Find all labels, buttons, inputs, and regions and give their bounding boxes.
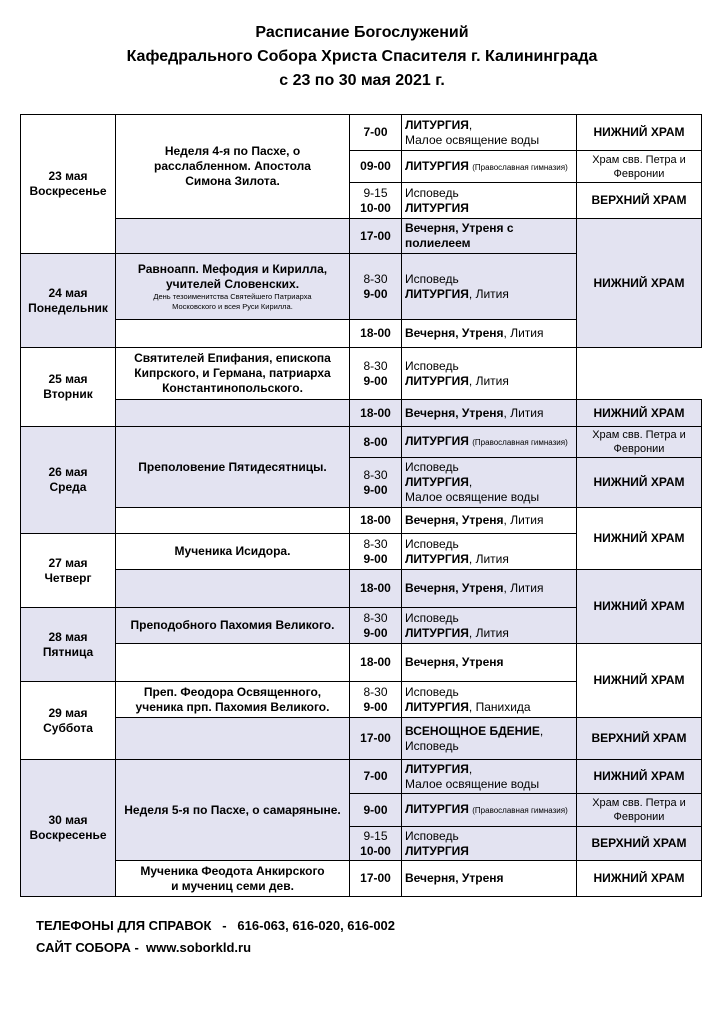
service-time-cell xyxy=(350,183,402,219)
day-weekday: Воскресенье xyxy=(29,828,107,842)
schedule-table xyxy=(20,114,702,897)
service-cell xyxy=(402,254,577,320)
service-sep: , xyxy=(468,475,473,489)
church-cell: НИЖНИЙ ХРАМ xyxy=(577,570,702,644)
feast-cell: Неделя 5-я по Пасхе, о самаряныне. xyxy=(116,760,350,861)
liturgy-time: 9-00 xyxy=(363,373,388,388)
day-cell xyxy=(21,608,116,682)
service-name: Вечерня, Утреня xyxy=(405,871,504,885)
feast-cell-empty xyxy=(116,400,350,427)
date-range: с 23 по 30 мая 2021 г. xyxy=(279,72,445,89)
service-cell xyxy=(402,827,577,861)
service-time-cell xyxy=(350,348,402,400)
table-row xyxy=(21,400,702,427)
table-row xyxy=(21,644,702,682)
service-time: 18-00 xyxy=(350,644,402,682)
day-weekday: Среда xyxy=(49,480,87,494)
church-cell: НИЖНИЙ ХРАМ xyxy=(577,861,702,897)
service-extra: Малое освящение воды xyxy=(405,490,540,504)
service-sep: , xyxy=(468,761,473,776)
service-cell xyxy=(402,534,577,570)
service-time: 9-00 xyxy=(350,794,402,827)
church-cell: Храм свв. Петра и Февронии xyxy=(577,151,702,183)
service-name: ЛИТУРГИЯ xyxy=(405,699,469,714)
service-time: 7-00 xyxy=(350,760,402,794)
confession-label: Исповедь xyxy=(405,271,459,286)
liturgy-time: 9-00 xyxy=(363,699,388,714)
liturgy-time: 10-00 xyxy=(360,843,391,858)
service-name: Вечерня, Утреня xyxy=(405,581,504,595)
day-cell xyxy=(21,348,116,427)
day-cell xyxy=(21,682,116,760)
day-date: 26 мая xyxy=(48,465,88,479)
service-time: 17-00 xyxy=(350,718,402,760)
confession-time: 9-15 xyxy=(363,828,388,843)
day-weekday: Суббота xyxy=(43,720,93,735)
feast-cell-empty xyxy=(116,219,350,254)
service-name: Вечерня, Утреня xyxy=(405,405,504,420)
service-cell xyxy=(402,760,577,794)
feast-cell: Преподобного Пахомия Великого. xyxy=(116,608,350,644)
service-time: 18-00 xyxy=(350,400,402,427)
confession-time: 8-30 xyxy=(363,358,388,373)
service-cell xyxy=(402,644,577,682)
confession-time: 8-30 xyxy=(363,536,388,551)
church-cell: ВЕРХНИЙ ХРАМ xyxy=(577,827,702,861)
day-weekday: Четверг xyxy=(44,570,92,585)
service-time-cell xyxy=(350,534,402,570)
service-cell xyxy=(402,320,577,348)
website-line[interactable]: САЙТ СОБОРА - www.soborkld.ru xyxy=(36,940,252,955)
service-name: ЛИТУРГИЯ xyxy=(405,475,469,489)
service-extra: , Лития xyxy=(503,513,544,527)
service-time: 7-00 xyxy=(350,115,402,151)
service-time-cell xyxy=(350,682,402,718)
service-name: ЛИТУРГИЯ xyxy=(405,158,469,173)
service-note: (Православная гимназия) xyxy=(472,438,568,447)
service-cell xyxy=(402,682,577,718)
service-name: Вечерня, Утреня xyxy=(405,513,504,527)
feast-cell-empty xyxy=(116,644,350,682)
service-time: 09-00 xyxy=(350,151,402,183)
feast-cell-empty xyxy=(116,718,350,760)
day-weekday: Воскресенье xyxy=(29,184,107,198)
church-cell: НИЖНИЙ ХРАМ xyxy=(577,115,702,151)
confession-time: 8-30 xyxy=(363,610,388,625)
feast-note: День тезоименитства Святейшего Патриарха Московского и всея Руси Кирилла. xyxy=(153,291,312,311)
service-extra: , Лития xyxy=(468,286,509,301)
service-name: ЛИТУРГИЯ xyxy=(405,761,469,776)
service-time: 17-00 xyxy=(350,219,402,254)
day-cell xyxy=(21,427,116,534)
church-cell: Храм свв. Петра и Февронии xyxy=(577,427,702,458)
feast-cell: Неделя 4-я по Пасхе, о расслабленном. Апостола Симона Зилота. xyxy=(116,115,350,219)
service-cell xyxy=(402,183,577,219)
service-name: ЛИТУРГИЯ xyxy=(405,551,469,566)
service-extra: , Лития xyxy=(503,326,544,340)
service-time-cell xyxy=(350,608,402,644)
feast-cell-empty xyxy=(116,570,350,608)
schedule-title: Расписание Богослужений xyxy=(255,24,469,41)
day-weekday: Понедельник xyxy=(28,300,108,315)
service-extra: Исповедь xyxy=(405,738,459,753)
service-time-cell xyxy=(350,254,402,320)
day-weekday: Вторник xyxy=(43,387,93,401)
service-cell xyxy=(402,570,577,608)
service-cell xyxy=(402,400,577,427)
service-extra: , Лития xyxy=(468,551,509,566)
service-name: ЛИТУРГИЯ xyxy=(405,434,469,448)
table-row xyxy=(21,427,702,458)
confession-label: Исповедь xyxy=(405,460,459,474)
service-time: 18-00 xyxy=(350,320,402,348)
church-cell: НИЖНИЙ ХРАМ xyxy=(577,400,702,427)
table-row xyxy=(21,508,702,534)
church-cell: НИЖНИЙ ХРАМ xyxy=(577,508,702,570)
confession-label: Исповедь xyxy=(405,358,459,373)
feast-cell: Мученика Феодота Анкирского и мучениц семи дев. xyxy=(116,861,350,897)
service-time: 17-00 xyxy=(350,861,402,897)
cathedral-name: Кафедрального Собора Христа Спасителя г. Калининграда xyxy=(126,48,598,65)
table-row xyxy=(21,760,702,794)
service-cell xyxy=(402,508,577,534)
confession-label: Исповедь xyxy=(405,185,459,200)
table-row xyxy=(21,718,702,760)
confession-label: Исповедь xyxy=(405,536,459,551)
confession-time: 8-30 xyxy=(363,467,388,482)
church-cell: НИЖНИЙ ХРАМ xyxy=(577,219,702,348)
church-cell: ВЕРХНИЙ ХРАМ xyxy=(577,718,702,760)
church-cell: НИЖНИЙ ХРАМ xyxy=(577,760,702,794)
service-time-cell xyxy=(350,458,402,508)
table-row xyxy=(21,861,702,897)
liturgy-time: 9-00 xyxy=(363,482,388,497)
service-note: (Православная гимназия) xyxy=(472,806,568,815)
church-cell: НИЖНИЙ ХРАМ xyxy=(577,644,702,718)
church-cell: ВЕРХНИЙ ХРАМ xyxy=(577,183,702,219)
service-name: ЛИТУРГИЯ xyxy=(405,625,469,640)
feast-name: Равноапп. Мефодия и Кирилла, учителей Словенских. xyxy=(137,261,328,291)
service-sep: , xyxy=(468,117,473,132)
day-cell xyxy=(21,534,116,608)
service-name: ЛИТУРГИЯ xyxy=(405,802,469,816)
feast-cell: Святителей Епифания, епископа Кипрского, и Германа, патриарха Константинопольского. xyxy=(116,348,350,400)
service-time-cell xyxy=(350,827,402,861)
service-sep: , xyxy=(539,723,544,738)
liturgy-time: 9-00 xyxy=(363,625,388,640)
service-name: ЛИТУРГИЯ xyxy=(405,373,469,388)
day-date: 23 мая xyxy=(48,169,88,183)
service-cell xyxy=(402,458,577,508)
confession-label: Исповедь xyxy=(405,684,459,699)
service-extra: , Лития xyxy=(503,405,544,420)
service-extra: Малое освящение воды xyxy=(405,132,540,147)
table-row xyxy=(21,348,702,400)
service-cell xyxy=(402,348,577,400)
service-name: ЛИТУРГИЯ xyxy=(405,286,469,301)
service-extra: , Лития xyxy=(503,581,544,595)
table-row xyxy=(21,219,702,254)
confession-time: 8-30 xyxy=(363,684,388,699)
service-name: ЛИТУРГИЯ xyxy=(405,200,469,215)
confession-time: 8-30 xyxy=(363,271,388,286)
service-cell xyxy=(402,608,577,644)
service-name: ВСЕНОЩНОЕ БДЕНИЕ xyxy=(405,723,540,738)
day-cell xyxy=(21,115,116,254)
feast-cell: Мученика Исидора. xyxy=(116,534,350,570)
table-row xyxy=(21,570,702,608)
day-date: 27 мая xyxy=(48,555,88,570)
service-extra: Малое освящение воды xyxy=(405,776,540,791)
day-cell xyxy=(21,760,116,897)
day-date: 28 мая xyxy=(48,629,88,644)
service-time: 18-00 xyxy=(350,570,402,608)
church-cell: Храм свв. Петра и Февронии xyxy=(577,794,702,827)
service-name: Вечерня, Утреня xyxy=(405,326,504,340)
service-cell xyxy=(402,219,577,254)
day-date: 29 мая xyxy=(48,705,88,720)
feast-cell-empty xyxy=(116,320,350,348)
service-note: (Православная гимназия) xyxy=(472,162,568,172)
feast-cell xyxy=(116,254,350,320)
phones-line: ТЕЛЕФОНЫ ДЛЯ СПРАВОК - 616-063, 616-020, 616-002 xyxy=(36,918,396,933)
day-cell xyxy=(21,254,116,348)
confession-time: 9-15 xyxy=(363,185,388,200)
day-date: 25 мая xyxy=(48,372,88,386)
service-extra: , Лития xyxy=(468,625,509,640)
feast-cell-empty xyxy=(116,508,350,534)
liturgy-time: 10-00 xyxy=(360,200,391,215)
confession-label: Исповедь xyxy=(405,828,459,843)
service-name: ЛИТУРГИЯ xyxy=(405,843,469,858)
feast-cell: Преполовение Пятидесятницы. xyxy=(116,427,350,508)
service-extra: , Лития xyxy=(468,373,509,388)
service-cell xyxy=(402,861,577,897)
service-time: 18-00 xyxy=(350,508,402,534)
service-cell xyxy=(402,115,577,151)
service-cell xyxy=(402,718,577,760)
liturgy-time: 9-00 xyxy=(363,286,388,301)
service-cell xyxy=(402,427,577,458)
day-date: 30 мая xyxy=(48,813,88,827)
day-date: 24 мая xyxy=(48,285,88,300)
service-name: Вечерня, Утреня с полиелеем xyxy=(405,221,514,250)
church-cell: НИЖНИЙ ХРАМ xyxy=(577,458,702,508)
feast-cell: Преп. Феодора Освященного, ученика прп. Пахомия Великого. xyxy=(116,682,350,718)
service-cell xyxy=(402,794,577,827)
service-name: ЛИТУРГИЯ xyxy=(405,117,469,132)
service-cell xyxy=(402,151,577,183)
service-time: 8-00 xyxy=(350,427,402,458)
liturgy-time: 9-00 xyxy=(363,551,388,566)
table-row xyxy=(21,115,702,151)
day-weekday: Пятница xyxy=(42,644,94,659)
service-name: Вечерня, Утреня xyxy=(405,655,504,669)
confession-label: Исповедь xyxy=(405,610,459,625)
service-extra: , Панихида xyxy=(468,699,531,714)
